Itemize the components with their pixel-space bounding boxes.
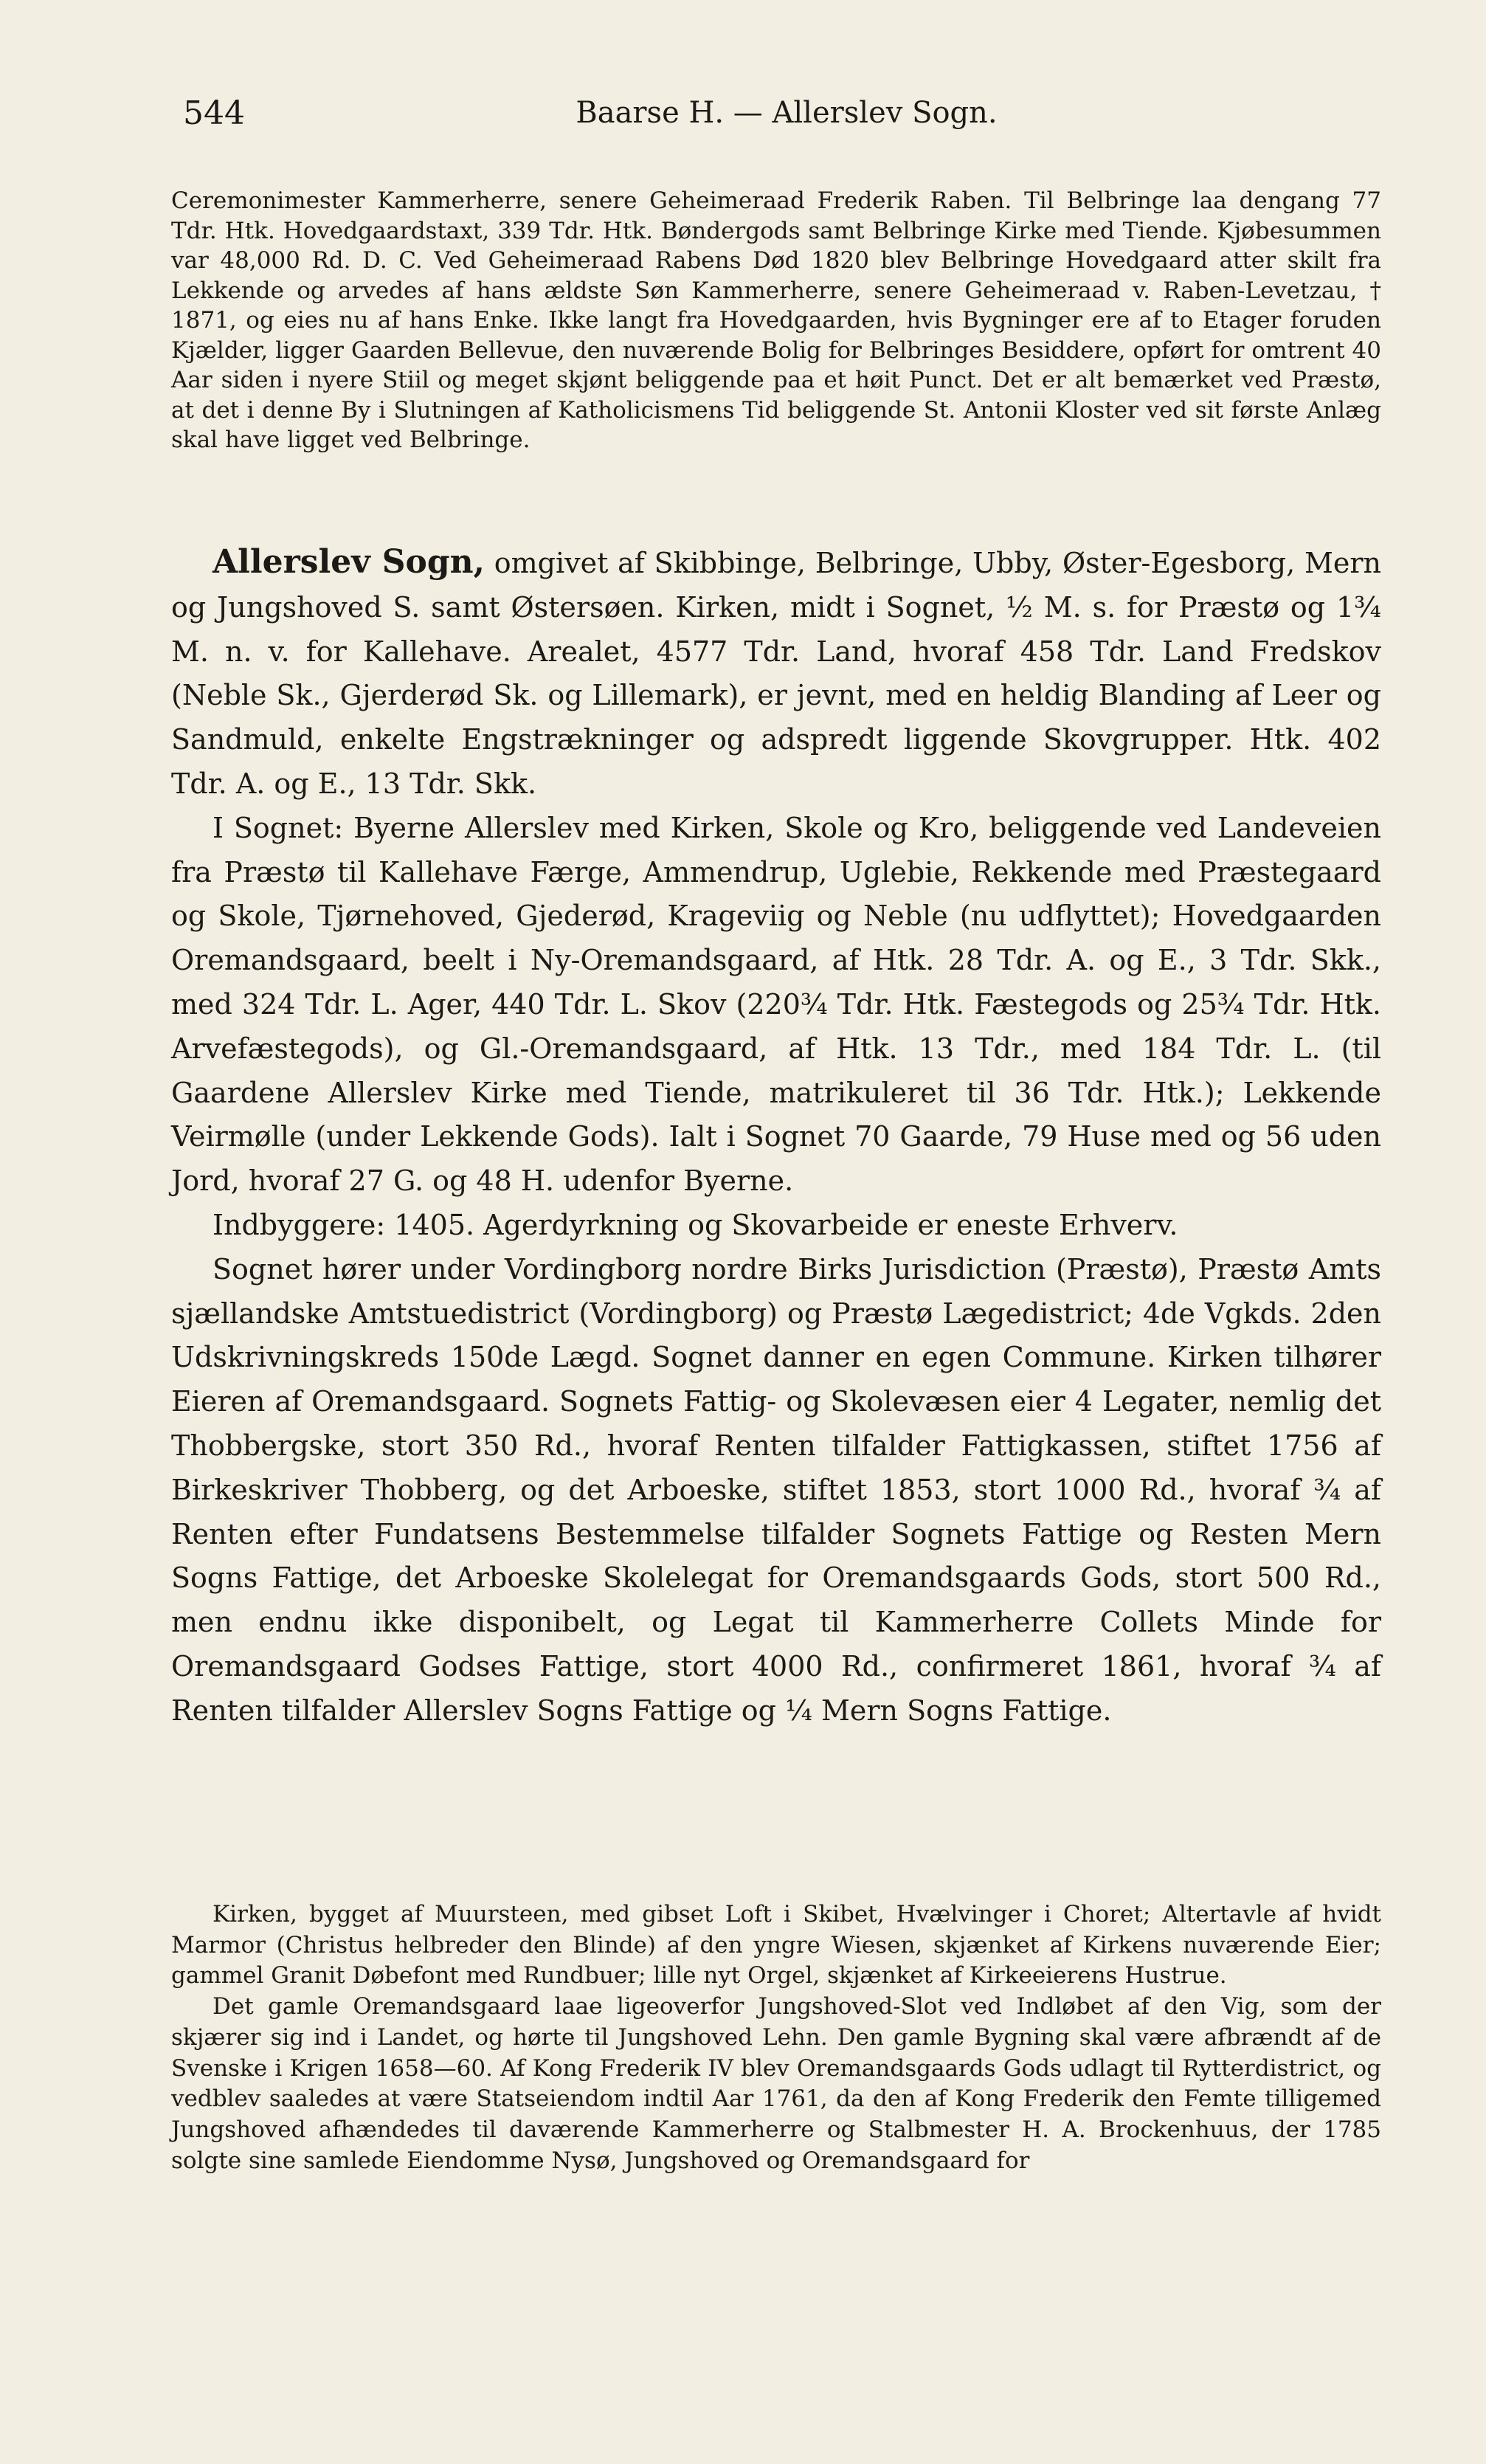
notes-block xyxy=(171,1899,1381,2176)
entry-title: Allerslev Sogn, xyxy=(212,543,485,581)
top-paragraph: Ceremonimester Kammerherre, senere Geheimeraad Frederik Raben. Til Belbringe laa dengang 77 Tdr. Htk. Hovedgaardstaxt, 339 Tdr. Htk. Bøndergods samt Belbringe Kirke med Tiende. Kjøbesummen var 48,000 Rd. D. C. Ved Geheimeraad Rabens Død 1820 blev Belbringe Hovedgaard atter skilt fra Lekkende og arvedes af hans ældste Søn Kammerherre, senere Geheimeraad v. Raben-Levetzau, † 1871, og eies nu af hans Enke. Ikke langt fra Hovedgaarden, hvis Bygninger ere af to Etager foruden Kjælder, ligger Gaarden Bellevue, den nuværende Bolig for Belbringes Besiddere, opført for omtrent 40 Aar siden i nyere Stiil og meget skjønt beliggende paa et høit Punct. Det er alt bemærket ved Præstø, at det i denne By i Slutningen af Katholicismens Tid beliggende St. Antonii Kloster ved sit første Anlæg skal have ligget ved Belbringe. xyxy=(171,187,1381,453)
population-paragraph xyxy=(171,1204,1381,1248)
villages-label: I Sognet: xyxy=(212,811,344,844)
running-head: Baarse H. — Allerslev Sogn. xyxy=(576,96,998,130)
admin-paragraph: Sognet hører under Vordingborg nordre Birks Jurisdiction (Præstø), Præstø Amts sjællandske Amtstuedistrict (Vordingborg) og Præstø Lægedistrict; 4de Vgkds. 2den Udskrivningskreds 150de Lægd. Sognet danner en egen Commune. Kirken tilhører Eieren af Oremandsgaard. Sognets Fattig- og Skolevæsen eier 4 Legater, nemlig det Thobbergske, stort 350 Rd., hvoraf Renten tilfalder Fattigkassen, stiftet 1756 af Birkeskriver Thobberg, og det Arboeske, stiftet 1853, stort 1000 Rd., hvoraf ¾ af Renten efter Fundatsens Bestemmelse tilfalder Sognets Fattige og Resten Mern Sogns Fattige, det Arboeske Skolelegat for Oremandsgaards Gods, stort 500 Rd., men endnu ikke disponibelt, og Legat til Kammerherre Collets Minde for Oremandsgaard Godses Fattige, stort 4000 Rd., confirmeret 1861, hvoraf ¾ af Renten tilfalder Allerslev Sogns Fattige og ¼ Mern Sogns Fattige. xyxy=(171,1252,1381,1727)
population-text: 1405. Agerdyrkning og Skovarbeide er eneste Erhverv. xyxy=(394,1208,1178,1241)
villages-text: Byerne Allerslev med Kirken, Skole og Kro, beliggende ved Landeveien fra Præstø til Kallehave Færge, Ammendrup, Uglebie, Rekkende med Præstegaard og Skole, Tjørnehoved, Gjederød, Krageviig og Neble (nu udflyttet); Hovedgaarden Oremandsgaard, beelt i Ny-Oremandsgaard, af Htk. 28 Tdr. A. og E., 3 Tdr. Skk., med 324 Tdr. L. Ager, 440 Tdr. L. Skov (220¾ Tdr. Htk. Fæstegods og 25¾ Tdr. Htk. Arvefæstegods), og Gl.-Oremandsgaard, af Htk. 13 Tdr., med 184 Tdr. L. (til Gaardene Allerslev Kirke med Tiende, matrikuleret til 36 Tdr. Htk.); Lekkende Veirmølle (under Lekkende Gods). Ialt i Sognet 70 Gaarde, 79 Huse med og 56 uden Jord, hvoraf 27 G. og 48 H. udenfor Byerne. xyxy=(171,811,1381,1198)
page-header xyxy=(183,94,1390,139)
allerslev-entry xyxy=(171,540,1381,1733)
population-label: Indbyggere: xyxy=(212,1208,386,1241)
history-note: Det gamle Oremandsgaard laae ligeoverfor Jungshoved-Slot ved Indløbet af den Vig, som der skjærer sig ind i Landet, og hørte til Jungshoved Lehn. Den gamle Bygning skal være afbrændt af de Svenske i Krigen 1658—60. Af Kong Frederik IV blev Oremandsgaards Gods udlagt til Rytterdistrict, og vedblev saaledes at være Statseiendom indtil Aar 1761, da den af Kong Frederik den Femte tilligemed Jungshoved afhændedes til daværende Kammerherre og Stalbmester H. A. Brockenhuus, der 1785 solgte sine samlede Eiendomme Nysø, Jungshoved og Oremandsgaard for xyxy=(171,1993,1381,2174)
page-number: 544 xyxy=(183,94,245,132)
preceding-text-block xyxy=(171,186,1381,455)
entry-intro-paragraph xyxy=(171,540,1381,807)
entry-intro: omgivet af Skibbinge, Belbringe, Ubby, Øster-Egesborg, Mern og Jungshoved S. samt Østersøen. Kirken, midt i Sognet, ½ M. s. for Præstø og 1¾ M. n. v. for Kallehave. Arealet, 4577 Tdr. Land, hvoraf 458 Tdr. Land Fredskov (Neble Sk., Gjerderød Sk. og Lillemark), er jevnt, med en heldig Blanding af Leer og Sandmuld, enkelte Engstrækninger og adspredt liggende Skovgrupper. Htk. 402 Tdr. A. og E., 13 Tdr. Skk. xyxy=(171,547,1381,800)
villages-paragraph xyxy=(171,807,1381,1204)
church-note: Kirken, bygget af Muursteen, med gibset Loft i Skibet, Hvælvinger i Choret; Altertavle af hvidt Marmor (Christus helbreder den Blinde) af den yngre Wiesen, skjænket af Kirkens nuværende Eier; gammel Granit Døbefont med Rundbuer; lille nyt Orgel, skjænket af Kirkeeierens Hustrue. xyxy=(171,1901,1381,1990)
